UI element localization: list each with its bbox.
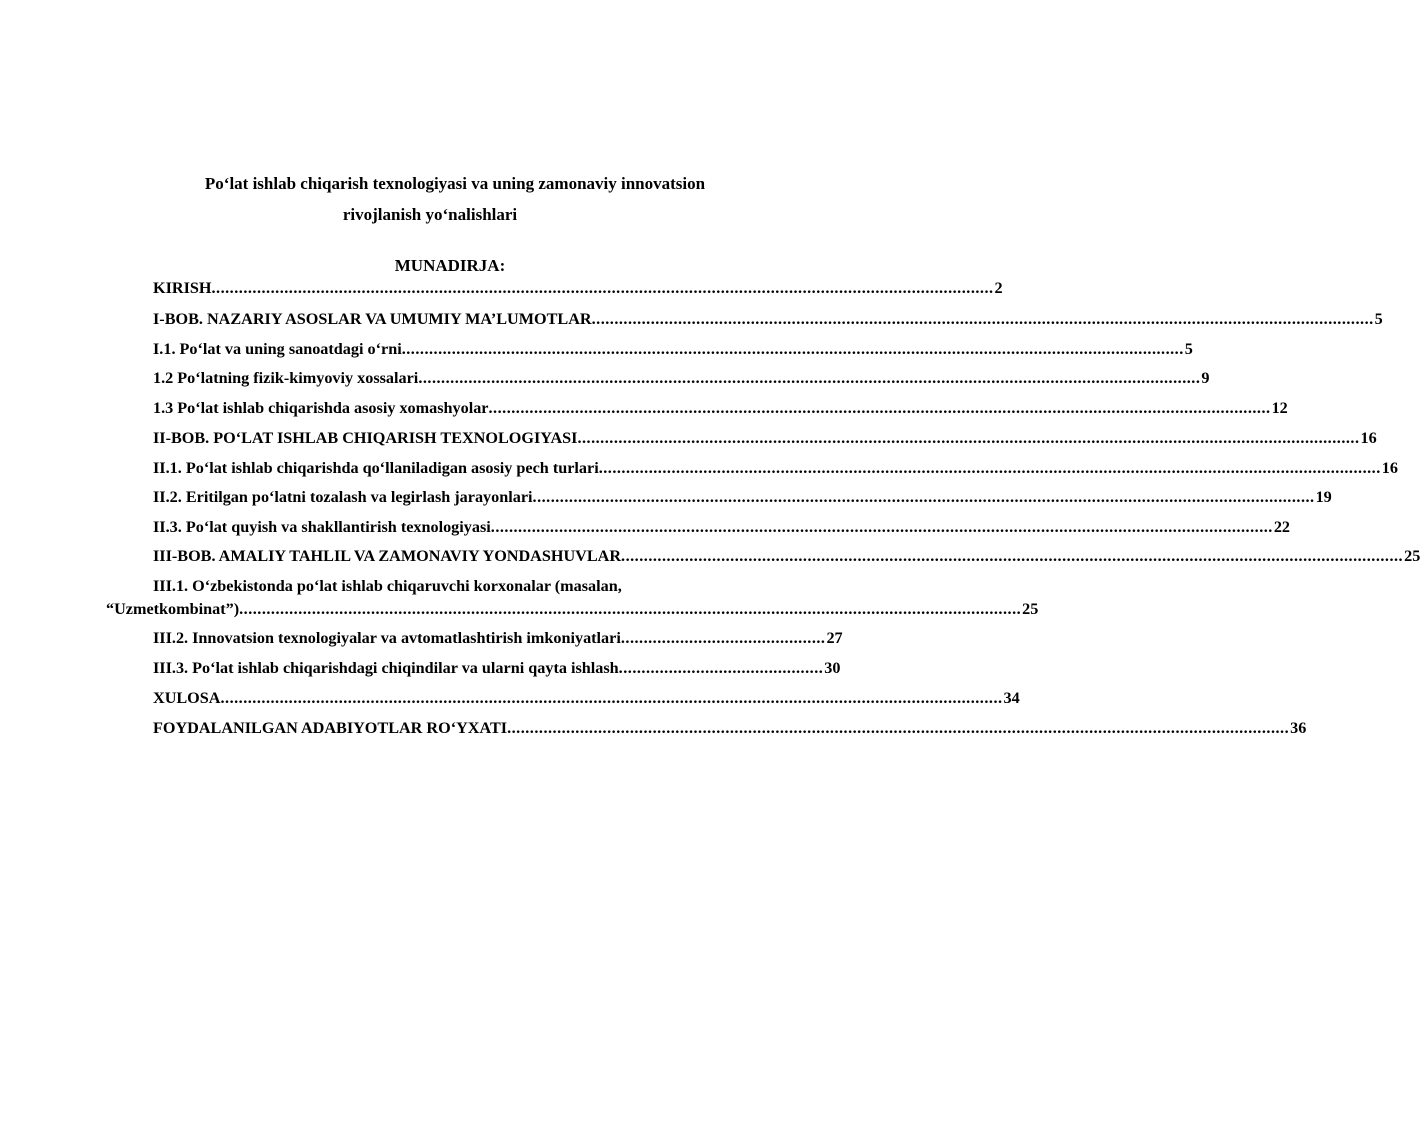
toc-dot-leader: ............................................................................................................................................................................ (598, 459, 1381, 477)
toc-entry-section-2-1[interactable] (153, 459, 1398, 481)
toc-dot-leader: ............................................................................................................................................................................ (418, 369, 1201, 387)
document-title-line-1: Po‘lat ishlab chiqarish texnologiyasi va uning zamonaviy innovatsion (204, 174, 706, 193)
toc-entry-label: “Uzmetkombinat”) (106, 600, 240, 618)
toc-entry-page: 25 (1022, 600, 1039, 618)
toc-entry-label: XULOSA (153, 689, 221, 707)
toc-entry-chapter-1[interactable] (153, 310, 1383, 332)
toc-dot-leader: ............................................................................................................................................................................ (507, 719, 1290, 737)
toc-entry-label: 1.3 Po‘lat ishlab chiqarishda asosiy xomashyolar (153, 399, 489, 417)
toc-entry-page: 5 (1184, 340, 1193, 358)
toc-dot-leader: ............................................................................................................................................................................ (488, 399, 1271, 417)
toc-dot-leader: ............................................................................................................................................................................ (577, 429, 1360, 447)
toc-dot-leader: ............................................................................................................................................................................ (591, 310, 1374, 328)
toc-entry-label: III.3. Po‘lat ishlab chiqarishdagi chiqindilar va ularni qayta ishlash (153, 659, 619, 677)
toc-entry-section-3-1[interactable] (106, 600, 1039, 622)
toc-entry-page: 22 (1273, 518, 1291, 536)
toc-entry-page: 27 (826, 629, 843, 647)
toc-entry-label: II.1. Po‘lat ishlab chiqarishda qo‘llaniladigan asosiy pech turlari (153, 459, 599, 477)
toc-entry-section-1-1[interactable] (153, 340, 1193, 362)
toc-entry-section-1-2[interactable] (153, 369, 1210, 391)
toc-entry-kirish[interactable] (153, 279, 1003, 301)
toc-entry-section-3-2[interactable] (153, 629, 843, 651)
toc-entry-references[interactable] (153, 719, 1307, 741)
toc-entry-section-2-2[interactable] (153, 488, 1332, 510)
toc-entry-label: I.1. Po‘lat va uning sanoatdagi o‘rni (153, 340, 402, 358)
toc-dot-leader: ............................................. (620, 629, 826, 647)
toc-entry-label: FOYDALANILGAN ADABIYOTLAR RO‘YXATI (153, 719, 508, 737)
toc-entry-chapter-3[interactable] (153, 547, 1420, 569)
toc-entry-label: KIRISH (153, 279, 212, 297)
toc-entry-section-3-1-line-1[interactable]: III.1. O‘zbekistonda po‘lat ishlab chiqaruvchi korxonalar (masalan, (153, 577, 622, 595)
toc-entry-xulosa[interactable] (153, 689, 1020, 711)
toc-entry-page: 30 (824, 659, 841, 677)
toc-entry-section-3-3[interactable] (153, 659, 841, 681)
toc-entry-label: I-BOB. NAZARIY ASOSLAR VA UMUMIY MA’LUMOTLAR (153, 310, 592, 328)
toc-entry-label: II.3. Po‘lat quyish va shakllantirish texnologiyasi (153, 518, 491, 536)
toc-heading: MUNADIRJA: (394, 256, 506, 275)
toc-entry-label: III-BOB. AMALIY TAHLIL VA ZAMONAVIY YONDASHUVLAR (153, 547, 622, 565)
toc-dot-leader: ............................................................................................................................................................................ (401, 340, 1184, 358)
toc-dot-leader: ............................................. (618, 659, 824, 677)
toc-entry-page: 2 (994, 279, 1003, 297)
toc-dot-leader: ............................................................................................................................................................................ (490, 518, 1273, 536)
toc-entry-label: III.2. Innovatsion texnologiyalar va avtomatlashtirish imkoniyatlari (153, 629, 621, 647)
toc-dot-leader: ............................................................................................................................................................................ (532, 488, 1315, 506)
toc-entry-page: 5 (1374, 310, 1383, 328)
toc-entry-page: 9 (1201, 369, 1210, 387)
toc-entry-page: 12 (1271, 399, 1288, 417)
toc-entry-section-2-3[interactable] (153, 518, 1291, 540)
toc-entry-page: 19 (1315, 488, 1332, 506)
document-title-line-2: rivojlanish yo‘nalishlari (342, 205, 518, 224)
toc-entry-page: 34 (1003, 689, 1020, 707)
toc-entry-section-1-3[interactable] (153, 399, 1288, 421)
toc-entry-label: 1.2 Po‘latning fizik-kimyoviy xossalari (153, 369, 419, 387)
toc-entry-chapter-2[interactable] (153, 429, 1377, 451)
toc-entry-page: 25 (1404, 547, 1420, 565)
toc-dot-leader: ............................................................................................................................................................................ (239, 600, 1022, 618)
toc-dot-leader: ............................................................................................................................................................................ (220, 689, 1003, 707)
toc-entry-page: 36 (1290, 719, 1307, 737)
toc-entry-label: II.2. Eritilgan po‘latni tozalash va legirlash jarayonlari (153, 488, 533, 506)
toc-dot-leader: ............................................................................................................................................................................ (621, 547, 1404, 565)
toc-entry-page: 16 (1381, 459, 1398, 477)
toc-dot-leader: ............................................................................................................................................................................ (211, 279, 994, 297)
toc-entry-label: II-BOB. PO‘LAT ISHLAB CHIQARISH TEXNOLOGIYASI (153, 429, 578, 447)
toc-entry-page: 16 (1360, 429, 1377, 447)
